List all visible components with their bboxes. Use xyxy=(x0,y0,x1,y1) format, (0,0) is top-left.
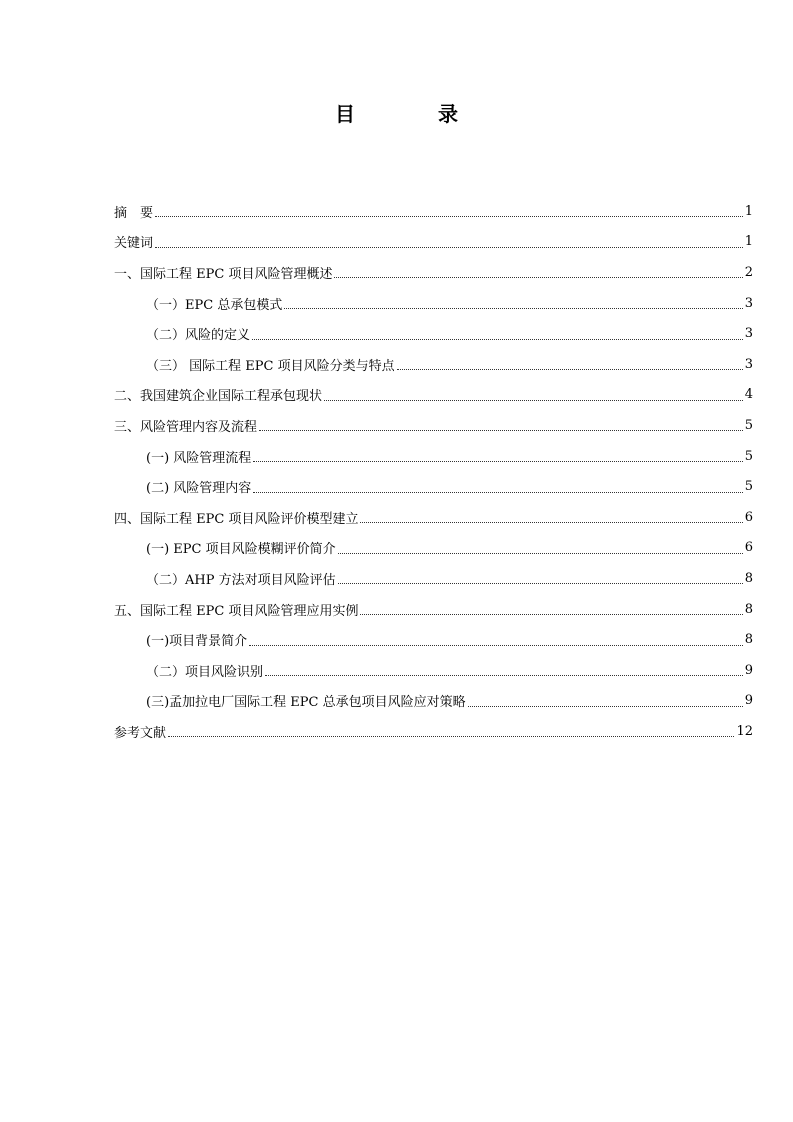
toc-entry-page: 9 xyxy=(744,662,753,678)
toc-entry[interactable] xyxy=(114,380,753,411)
toc-entry-page: 3 xyxy=(744,356,753,372)
toc-entry-page: 5 xyxy=(744,417,753,433)
toc-entry-label: 五、国际工程 EPC 项目风险管理应用实例 xyxy=(114,603,359,619)
toc-dot-leader xyxy=(265,674,743,676)
toc-entry[interactable] xyxy=(114,563,753,594)
toc-entry-label: 二、我国建筑企业国际工程承包现状 xyxy=(114,389,323,405)
toc-dot-leader xyxy=(468,705,743,707)
toc-entry-label: 参考文献 xyxy=(114,725,167,741)
toc-entry[interactable] xyxy=(114,655,753,686)
toc-dot-leader xyxy=(253,491,742,493)
toc-dot-leader xyxy=(155,246,743,248)
toc-entry-label: 摘 要 xyxy=(114,205,154,221)
toc-entry-page: 5 xyxy=(744,448,753,464)
toc-entry-label: 关键词 xyxy=(114,236,154,252)
toc-entry-page: 12 xyxy=(736,723,753,739)
toc-entry[interactable] xyxy=(114,410,753,441)
toc-entry[interactable] xyxy=(114,716,753,747)
toc-entry-label: （二）项目风险识别 xyxy=(146,664,264,680)
toc-list xyxy=(114,196,753,747)
toc-entry-label: (一) 风险管理流程 xyxy=(146,450,252,466)
toc-entry-page: 2 xyxy=(744,264,753,280)
toc-dot-leader xyxy=(338,552,743,554)
toc-entry-label: 四、国际工程 EPC 项目风险评价模型建立 xyxy=(114,511,359,527)
toc-entry-label: (一)项目背景简介 xyxy=(146,634,248,650)
toc-entry-label: (一) EPC 项目风险模糊评价简介 xyxy=(146,542,336,558)
toc-entry-page: 1 xyxy=(744,203,753,219)
toc-entry-page: 3 xyxy=(744,326,753,342)
toc-entry[interactable] xyxy=(114,288,753,319)
toc-entry-page: 5 xyxy=(744,479,753,495)
toc-entry-label: （二）风险的定义 xyxy=(146,328,251,344)
toc-entry-label: （二）AHP 方法对项目风险评估 xyxy=(146,572,336,588)
toc-dot-leader xyxy=(155,215,743,217)
toc-entry-label: 一、国际工程 EPC 项目风险管理概述 xyxy=(114,266,333,282)
toc-entry-page: 6 xyxy=(744,540,753,556)
toc-dot-leader xyxy=(252,338,743,340)
toc-dot-leader xyxy=(360,613,742,615)
toc-entry-label: (二) 风险管理内容 xyxy=(146,481,252,497)
toc-entry[interactable] xyxy=(114,624,753,655)
toc-entry-page: 9 xyxy=(744,693,753,709)
toc-entry-page: 8 xyxy=(744,570,753,586)
toc-entry-label: （三） 国际工程 EPC 项目风险分类与特点 xyxy=(146,358,395,374)
toc-dot-leader xyxy=(397,368,743,370)
toc-entry-page: 1 xyxy=(744,234,753,250)
toc-entry-page: 6 xyxy=(744,509,753,525)
toc-dot-leader xyxy=(253,460,742,462)
toc-entry[interactable] xyxy=(114,196,753,227)
toc-entry[interactable] xyxy=(114,227,753,258)
toc-entry[interactable] xyxy=(114,471,753,502)
toc-dot-leader xyxy=(168,735,734,737)
toc-entry[interactable] xyxy=(114,594,753,625)
toc-entry[interactable] xyxy=(114,318,753,349)
toc-dot-leader xyxy=(338,582,743,584)
toc-dot-leader xyxy=(360,521,742,523)
toc-entry-label: （一）EPC 总承包模式 xyxy=(146,297,283,313)
toc-title: 目 录 xyxy=(335,102,496,126)
toc-entry-page: 4 xyxy=(744,387,753,403)
toc-entry[interactable] xyxy=(114,441,753,472)
toc-dot-leader xyxy=(334,276,742,278)
toc-entry-page: 8 xyxy=(744,632,753,648)
toc-dot-leader xyxy=(249,644,743,646)
toc-dot-leader xyxy=(324,399,743,401)
toc-dot-leader xyxy=(259,429,743,431)
toc-entry[interactable] xyxy=(114,257,753,288)
toc-entry[interactable] xyxy=(114,349,753,380)
toc-entry-page: 3 xyxy=(744,295,753,311)
toc-entry-label: (三)孟加拉电厂国际工程 EPC 总承包项目风险应对策略 xyxy=(146,695,466,711)
toc-dot-leader xyxy=(284,307,742,309)
toc-entry-page: 8 xyxy=(744,601,753,617)
toc-entry-label: 三、风险管理内容及流程 xyxy=(114,419,258,435)
toc-entry[interactable] xyxy=(114,686,753,717)
toc-entry[interactable] xyxy=(114,502,753,533)
toc-entry[interactable] xyxy=(114,533,753,564)
